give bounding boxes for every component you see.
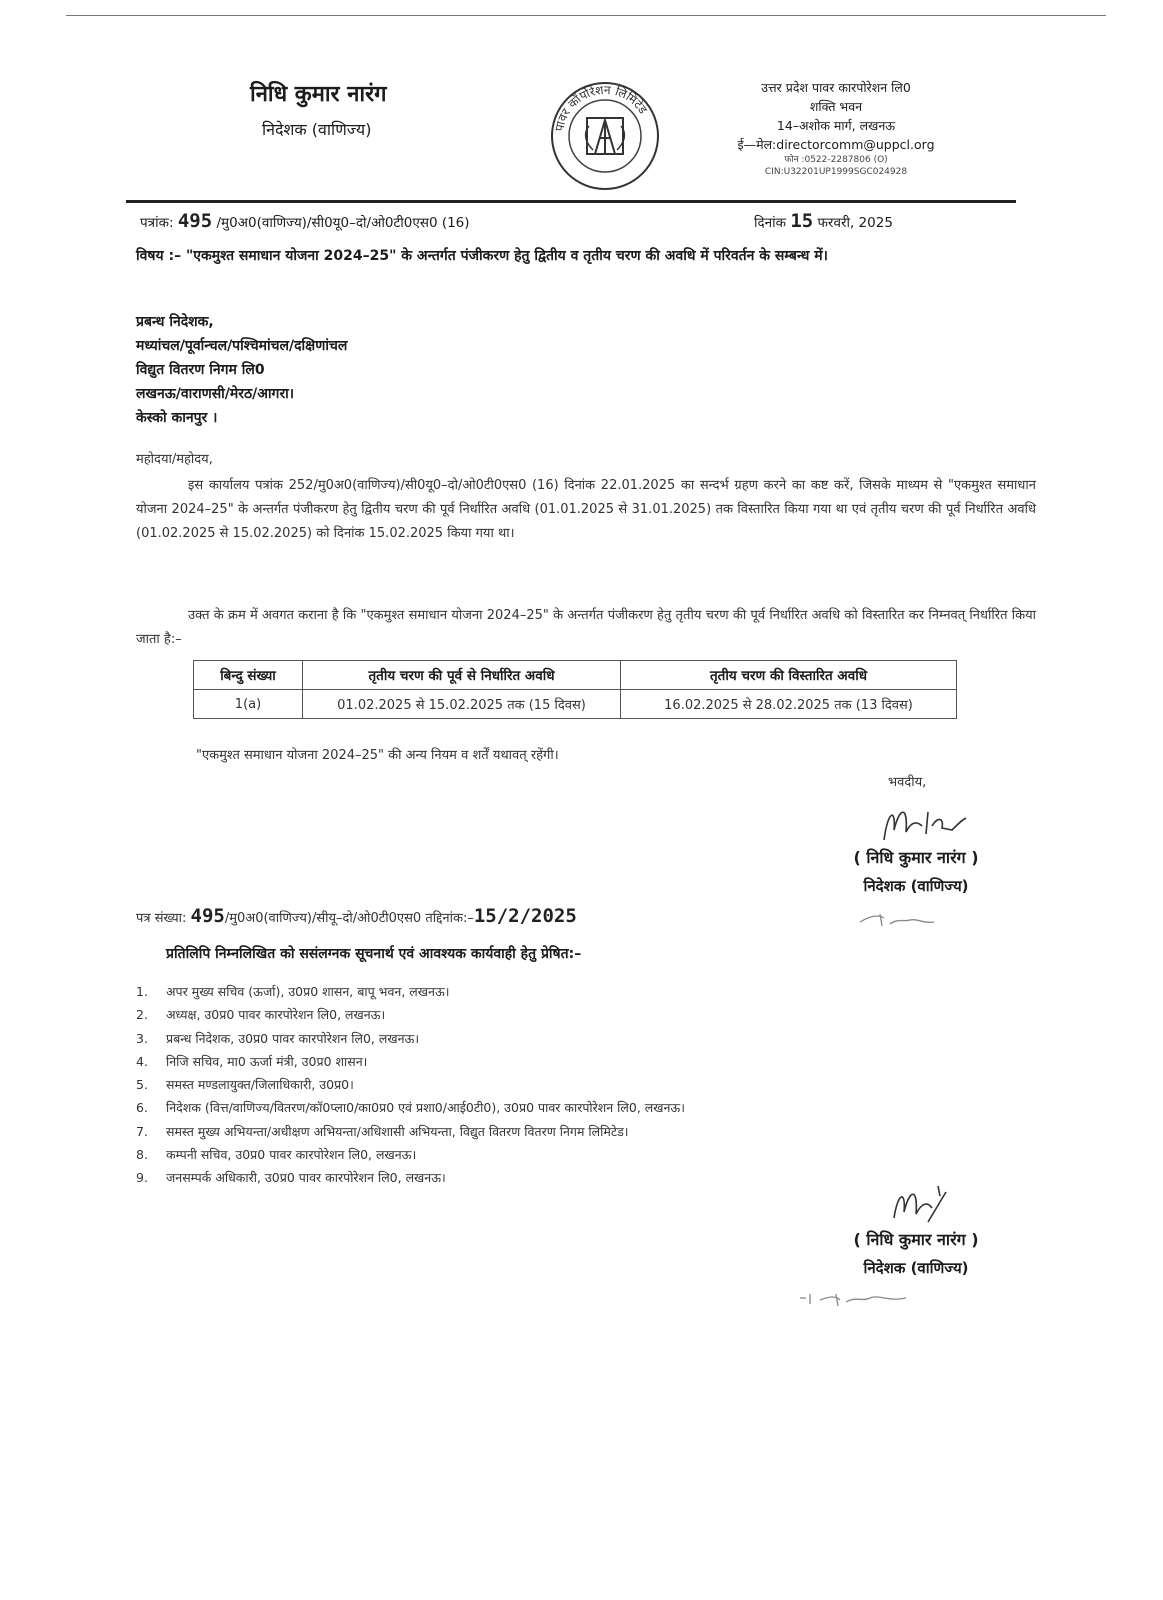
list-item-number: 9.: [136, 1170, 148, 1186]
list-item-number: 6.: [136, 1100, 148, 1116]
signatory-name: ( निधि कुमार नारंग ): [853, 1230, 979, 1249]
list-item-text: जनसम्पर्क अधिकारी, उ0प्र0 पावर कारपोरेशन लि0, लखनऊ।: [166, 1170, 446, 1186]
list-item-number: 1.: [136, 984, 148, 999]
ref-suffix: /मु0अ0(वाणिज्य)/सी0यू0–दो/ओ0टी0एस0 (16): [216, 215, 470, 231]
list-item-text: निजि सचिव, मा0 ऊर्जा मंत्री, उ0प्र0 शासन।: [166, 1053, 368, 1069]
addressee-line: केस्को कानपुर ।: [136, 410, 218, 426]
ref-number: 495: [177, 210, 213, 232]
list-item: [136, 1123, 685, 1146]
closing: भवदीय,: [888, 775, 927, 790]
date-line: [754, 210, 893, 232]
copy-ref-label: पत्र संख्या:: [136, 911, 187, 926]
org-cin: CIN:U32201UP1999SGC024928: [764, 167, 908, 177]
list-item-text: अपर मुख्य सचिव (ऊर्जा), उ0प्र0 शासन, बापू भवन, लखनऊ।: [166, 984, 450, 999]
list-item: [136, 1169, 685, 1192]
addressee-line: मध्यांचल/पूर्वान्चल/पश्चिमांचल/दक्षिणांचल: [136, 338, 348, 354]
copy-ref-suffix: /मु0अ0(वाणिज्य)/सीयू–दो/ओ0टी0एस0 तद्दिनांक:–: [224, 911, 474, 926]
addressee-line: प्रबन्ध निदेशक,: [136, 314, 214, 330]
table-cell: 16.02.2025 से 28.02.2025 तक (13 दिवस): [621, 690, 957, 719]
signature-scribble-icon: [878, 800, 968, 846]
signatory-designation: निदेशक (वाणिज्य): [863, 1259, 969, 1277]
list-item: [136, 1146, 685, 1169]
initials-scribble-icon: [858, 908, 938, 930]
body-paragraph-2: [136, 604, 1036, 652]
svg-text:पावर कॉर्पोरेशन लिमिटेड: पावर कॉर्पोरेशन लिमिटेड: [552, 82, 651, 133]
terms-note: "एकमुश्त समाधान योजना 2024–25" की अन्य नियम व शर्तें यथावत् रहेंगी।: [196, 748, 559, 763]
date-label: दिनांक: [754, 215, 787, 231]
list-item-number: 7.: [136, 1123, 148, 1139]
distribution-list: [136, 983, 685, 1193]
sender-designation: निदेशक (वाणिज्य): [262, 120, 372, 139]
reference-line: [140, 210, 470, 232]
org-email: ई—मेल:directorcomm@uppcl.org: [737, 137, 935, 152]
date-day: 15: [790, 210, 814, 232]
table-header-row: [194, 661, 957, 690]
body-paragraph-1: [136, 474, 1036, 546]
top-rule: [66, 15, 1106, 16]
list-item-number: 5.: [136, 1077, 148, 1093]
signature-scribble-icon: [888, 1182, 958, 1224]
signature-block-2: [816, 1228, 1016, 1278]
list-item-text: समस्त मुख्य अभियन्ता/अधीक्षण अभियन्ता/अधिशासी अभियन्ता, विद्युत वितरण वितरण निगम लिमिटेड।: [166, 1123, 629, 1139]
copy-reference-line: [136, 905, 577, 927]
table-header-cell: तृतीय चरण की पूर्व से निर्धारित अवधि: [303, 661, 621, 690]
org-name: उत्तर प्रदेश पावर कारपोरेशन लि0: [761, 80, 911, 95]
company-seal-icon: [549, 80, 661, 192]
list-item-text: निदेशक (वित्त/वाणिज्य/वितरण/कॉ0प्ला0/का0प्र0 एवं प्रशा0/आई0टी0), उ0प्र0 पावर कारपोरेशन लि0, लखनऊ।: [166, 1100, 685, 1116]
list-item-number: 8.: [136, 1147, 148, 1163]
list-item: [136, 1099, 685, 1122]
list-item-number: 2.: [136, 1007, 148, 1023]
signatory-designation: निदेशक (वाणिज्य): [863, 877, 969, 895]
copy-ref-date: 15/2/2025: [473, 905, 577, 927]
addressee-line: विद्युत वितरण निगम लि0: [136, 362, 265, 378]
paragraph-1-text: इस कार्यालय पत्रांक 252/मु0अ0(वाणिज्य)/सी0यू0–दो/ओ0टी0एस0 (16) दिनांक 22.01.2025 का सन्दर्भ ग्रहण करने का कष्ट करें, जिसके माध्यम से "एकमुश्त समाधान योजना 2024–25" के अन्तर्गत पंजीकरण हेतु द्वितीय चरण की पूर्व निर्धारित अवधि (01.01.2025 से 31.01.2025) तक विस्तारित किया गया था एवं तृतीय चरण की पूर्व निर्धारित अवधि (01.02.2025 से 15.02.2025) को दिनांक 15.02.2025 किया गया था।: [136, 478, 1036, 541]
list-item: [136, 1030, 685, 1053]
list-item: [136, 983, 685, 1006]
table-cell: 01.02.2025 से 15.02.2025 तक (15 दिवस): [303, 690, 621, 719]
signatory-name: ( निधि कुमार नारंग ): [853, 848, 979, 867]
org-building: शक्ति भवन: [809, 99, 863, 114]
org-street: 14–अशोक मार्ग, लखनऊ: [776, 118, 896, 133]
list-item: [136, 1053, 685, 1076]
schedule-table: [193, 660, 957, 719]
addressee-block: [136, 310, 347, 430]
org-phone: फोन :0522-2287806 (O): [784, 155, 888, 165]
date-rest: फरवरी, 2025: [817, 215, 893, 231]
table-header-cell: तृतीय चरण की विस्तारित अवधि: [621, 661, 957, 690]
addressee-line: लखनऊ/वाराणसी/मेरठ/आगरा।: [136, 386, 295, 402]
list-item-number: 3.: [136, 1030, 148, 1046]
list-item: [136, 1006, 685, 1029]
list-item: [136, 1076, 685, 1099]
header-rule: [126, 200, 1016, 203]
list-item-text: कम्पनी सचिव, उ0प्र0 पावर कारपोरेशन लि0, लखनऊ।: [166, 1147, 417, 1163]
list-item-text: अध्यक्ष, उ0प्र0 पावर कारपोरेशन लि0, लखनऊ।: [166, 1007, 386, 1023]
list-item-number: 4.: [136, 1053, 148, 1069]
paragraph-2-text: उक्त के क्रम में अवगत कराना है कि "एकमुश्त समाधान योजना 2024–25" के अन्तर्गत पंजीकरण हेतु तृतीय चरण की पूर्व निर्धारित अवधि को विस्तारित कर निम्नवत् निर्धारित किया जाता है:–: [136, 608, 1036, 647]
subject-line: विषय :– "एकमुश्त समाधान योजना 2024–25" के अन्तर्गत पंजीकरण हेतु द्वितीय व तृतीय चरण की अवधि में परिवर्तन के सम्बन्ध में।: [136, 248, 828, 264]
table-row: [194, 690, 957, 719]
copy-heading: प्रतिलिपि निम्नलिखित को ससंलग्नक सूचनार्थ एवं आवश्यक कार्यवाही हेतु प्रेषित:–: [166, 946, 582, 962]
table-header-cell: बिन्दु संख्या: [194, 661, 303, 690]
ref-label: पत्रांक:: [140, 215, 174, 231]
salutation: महोदया/महोदय,: [136, 452, 213, 467]
signature-block-1: [816, 846, 1016, 896]
org-address-block: [721, 78, 951, 178]
sender-name: निधि कुमार नारंग: [250, 82, 387, 107]
copy-ref-number: 495: [190, 905, 225, 927]
initials-scribble-icon: [796, 1286, 926, 1310]
list-item-text: समस्त मण्डलायुक्त/जिलाधिकारी, उ0प्र0।: [166, 1077, 354, 1093]
list-item-text: प्रबन्ध निदेशक, उ0प्र0 पावर कारपोरेशन लि0, लखनऊ।: [166, 1030, 420, 1046]
table-cell: 1(a): [194, 690, 303, 719]
